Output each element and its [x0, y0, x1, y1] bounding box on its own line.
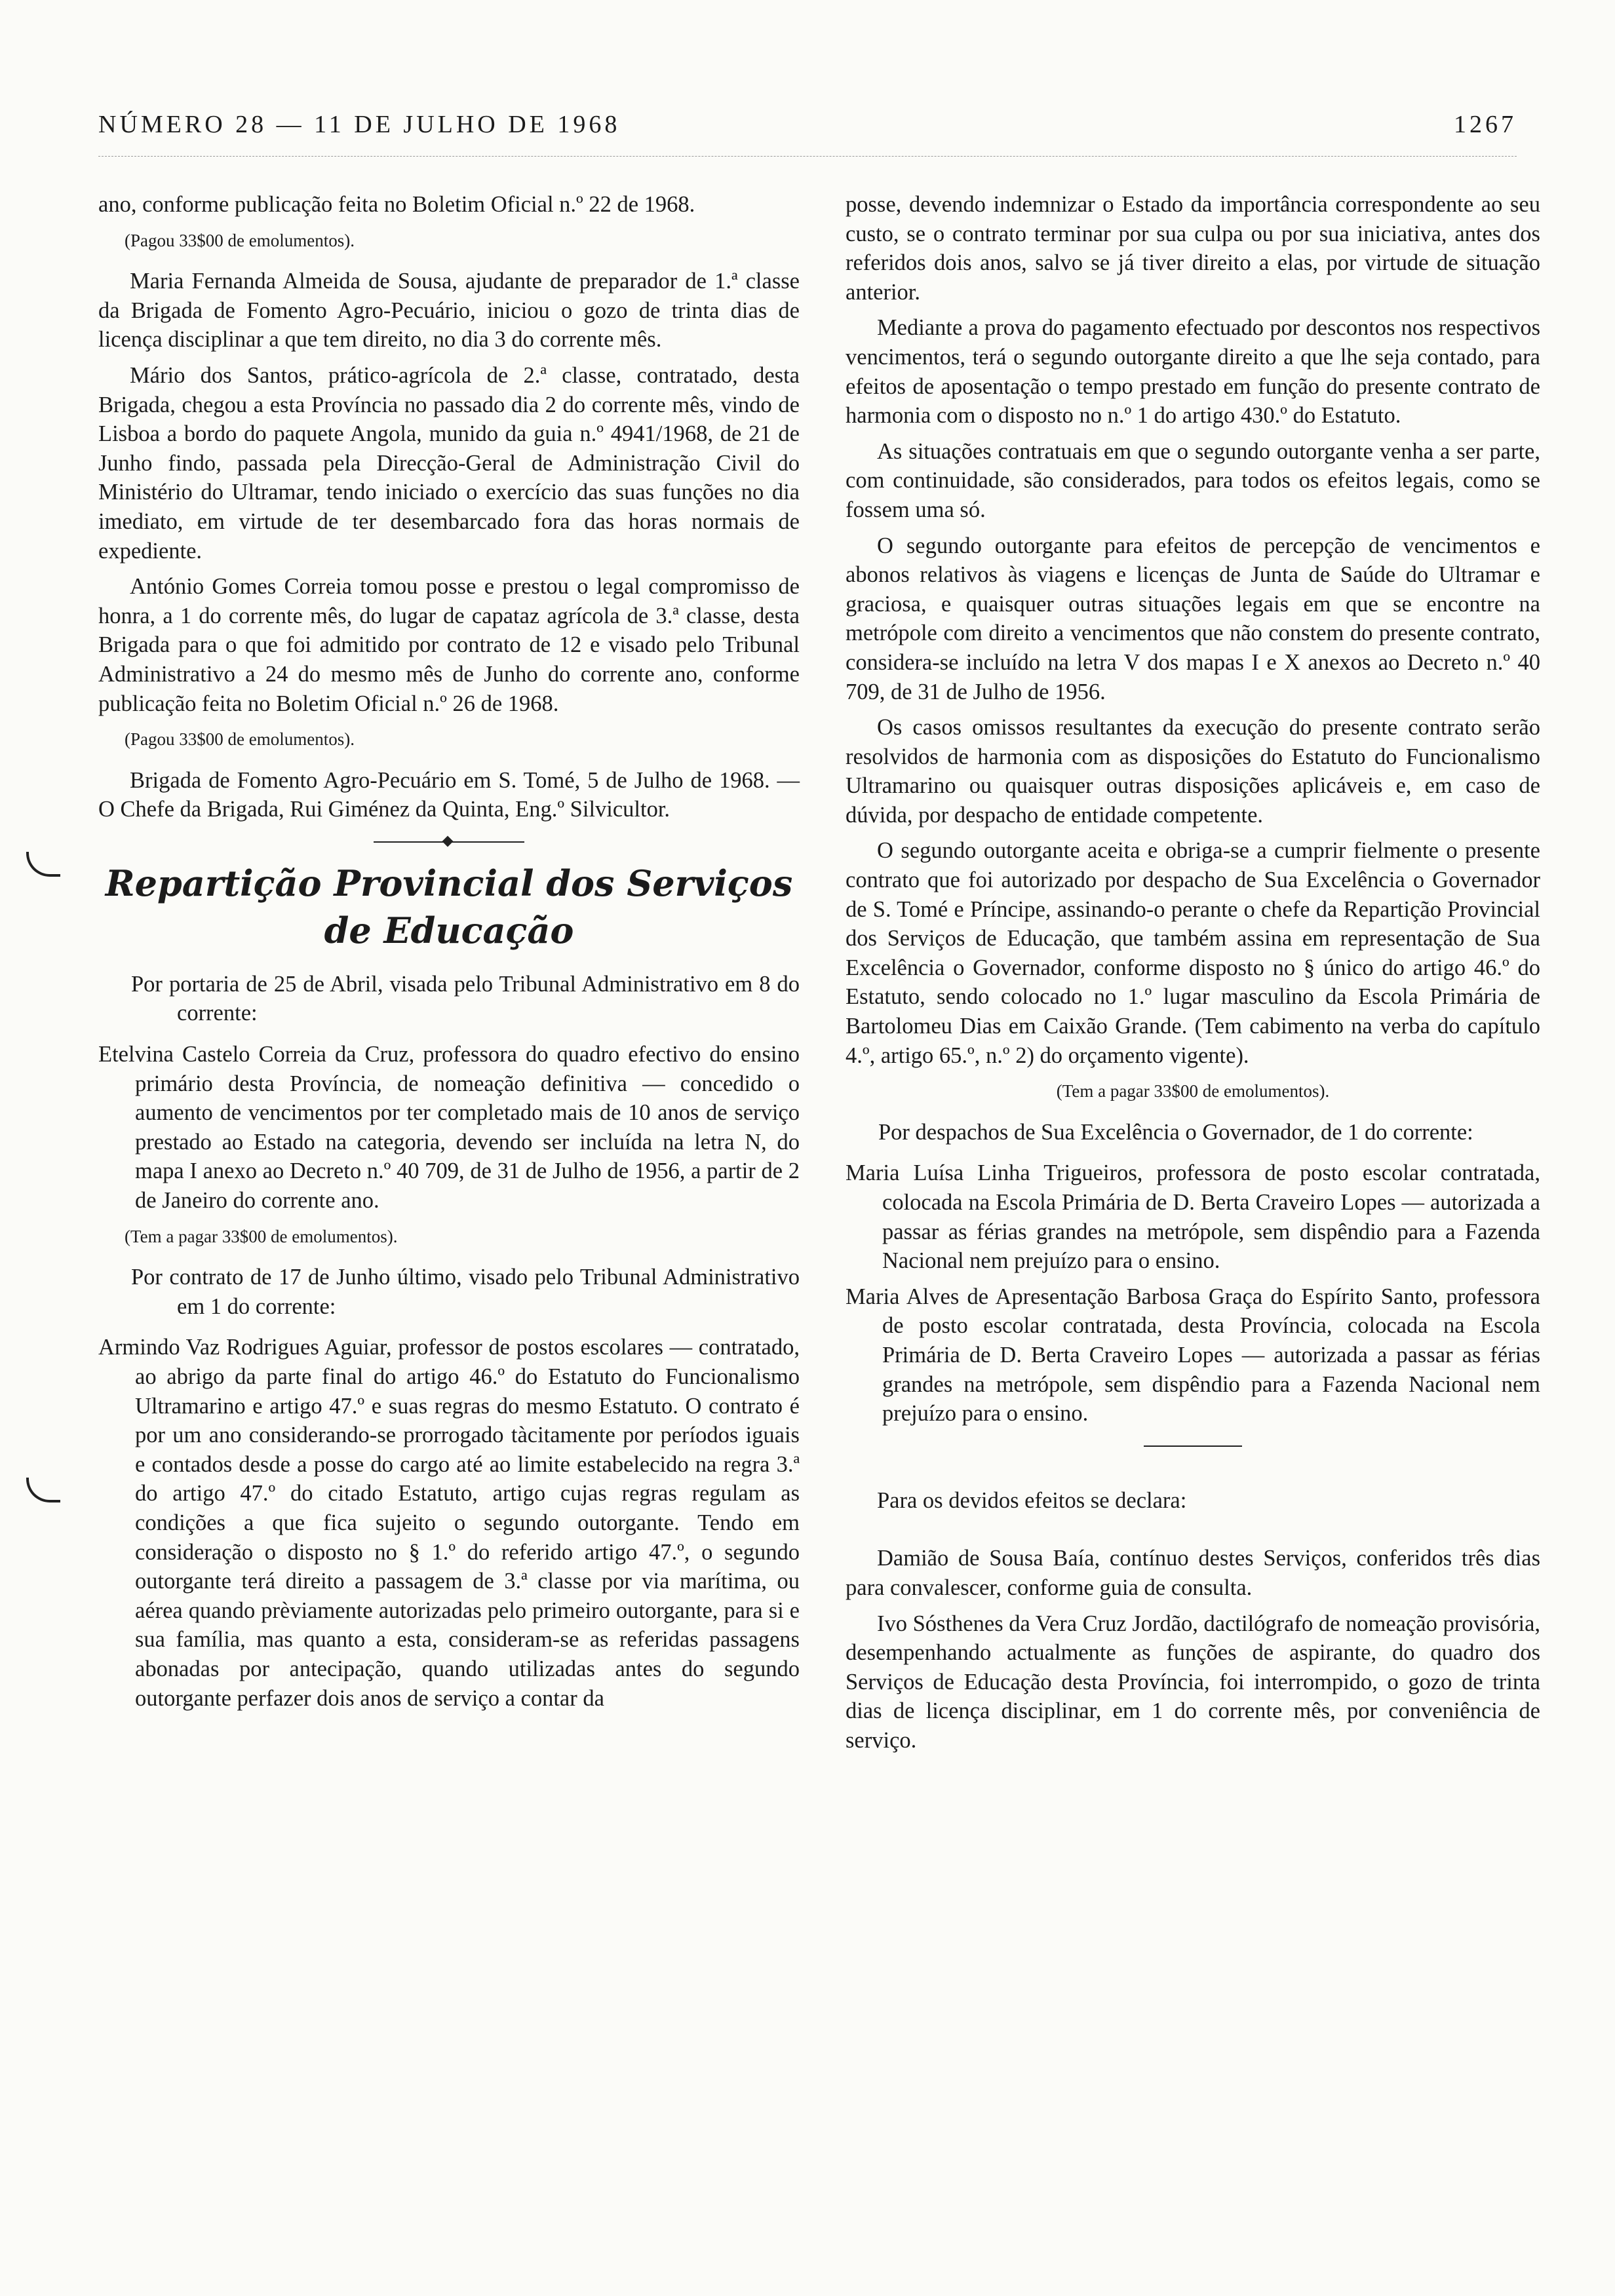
intro-line: Por despachos de Sua Excelência o Governador, de 1 do corrente:	[878, 1119, 1473, 1145]
fee-note: (Pagou 33$00 de emolumentos).	[125, 230, 355, 250]
paragraph: Damião de Sousa Baía, contínuo destes Serviços, conferidos três dias para convalescer, conforme guia de consulta.	[846, 1546, 1540, 1600]
entry: Armindo Vaz Rodrigues Aguiar, professor de postos escolares — contratado, ao abrigo da parte final do artigo 46.º do Estatuto do Funcionalismo Ultramarino e artigo 47.º e suas regras do mesmo Estatuto. O contrato é por um ano considerando-se prorrogado tàcitamente por períodos iguais e contados desde a posse do cargo até ao limite estabelecido na regra 3.ª do artigo 47.º do citado Estatuto, artigo cujas regras regulam as condições a que fica sujeito o segundo outorgante. Tendo em consideração o disposto no § 1.º do referido artigo 47.º, o segundo outorgante terá direito a passagem de 3.ª classe por via marítima, ou aérea quando prèviamente autorizadas pelo primeiro outorgante, para si e sua família, mas quanto a esta, consideram-se as referidas passagens abonadas por antecipação, quando utilizadas antes do segundo outorgante perfazer dois anos de serviço a contar da	[98, 1335, 800, 1711]
paragraph: Mário dos Santos, prático-agrícola de 2.ª classe, contratado, desta Brigada, chegou a esta Província no passado dia 2 do corrente mês, vindo de Lisboa a bordo do paquete Angola, munido da guia n.º 4941/1968, de 21 de Junho findo, passada pela Direcção-Geral de Administração Civil do Ministério do Ultramar, tendo iniciado o exercício das suas funções no dia imediato, em virtude de ter desembarcado fora das horas normais de expediente.	[98, 362, 800, 564]
issue-heading: NÚMERO 28 — 11 DE JULHO DE 1968	[98, 111, 621, 138]
section-separator	[374, 841, 524, 843]
fee-note: (Tem a pagar 33$00 de emolumentos).	[125, 1226, 398, 1246]
fee-note: (Tem a pagar 33$00 de emolumentos).	[1056, 1081, 1330, 1101]
binder-mark	[26, 1478, 60, 1502]
paragraph: Maria Fernanda Almeida de Sousa, ajudante de preparador de 1.ª classe da Brigada de Fomento Agro-Pecuário, iniciou o gozo de trinta dias de licença disciplinar a que tem direito, no dia 3 do corrente mês.	[98, 269, 800, 353]
entry: Maria Luísa Linha Trigueiros, professora de posto escolar contratada, colocada na Escola Primária de D. Berta Craveiro Lopes — autorizada a passar as férias grandes na metrópole, sem dispêndio para a Fazenda Nacional nem prejuízo para o ensino.	[846, 1160, 1540, 1274]
right-column	[846, 190, 1540, 1762]
section-title	[98, 860, 800, 954]
paragraph: Ivo Sósthenes da Vera Cruz Jordão, dactilógrafo de nomeação provisória, desempenhando actualmente as funções de aspirante, do quadro dos Serviços de Educação desta Província, foi interrompido, o gozo de trinta dias de licença disciplinar, em 1 do corrente mês, por conveniência de serviço.	[846, 1611, 1541, 1753]
paragraph: ano, conforme publicação feita no Boletim Oficial n.º 22 de 1968.	[98, 192, 695, 217]
paragraph: Os casos omissos resultantes da execução do presente contrato serão resolvidos de harmonia com as disposições do Estatuto do Funcionalismo Ultramarino ou quaisquer outras disposições aplicáveis e, em caso de dúvida, por despacho de entidade competente.	[846, 715, 1540, 828]
intro-line: Por contrato de 17 de Junho último, visado pelo Tribunal Administrativo em 1 do corrente:	[131, 1265, 800, 1319]
paragraph: Mediante a prova do pagamento efectuado por descontos nos respectivos vencimentos, terá o segundo outorgante direito a que lhe seja contado, para efeitos de aposentação o tempo prestado em função do presente contrato de harmonia com o disposto no n.º 1 do artigo 430.º do Estatuto.	[846, 315, 1540, 429]
separator	[1144, 1445, 1242, 1447]
declaration-heading: Para os devidos efeitos se declara:	[877, 1487, 1187, 1513]
intro-line: Por portaria de 25 de Abril, visada pelo Tribunal Administrativo em 8 do corrente:	[131, 971, 800, 1026]
paragraph: As situações contratuais em que o segundo outorgante venha a ser parte, com continuidade, são considerados, para todos os efeitos legais, como se fossem uma só.	[846, 438, 1540, 522]
paragraph: António Gomes Correia tomou posse e prestou o legal compromisso de honra, a 1 do corrente mês, do lugar de capataz agrícola de 3.ª classe, desta Brigada para o que foi admitido por contrato de 12 e visado pelo Tribunal Administrativo a 24 do mesmo mês de Junho do corrente ano, conforme publicação feita no Boletim Oficial n.º 26 de 1968.	[98, 574, 800, 716]
section-title-line: Repartição Provincial dos Serviços	[105, 862, 793, 904]
paragraph: O segundo outorgante aceita e obriga-se a cumprir fielmente o presente contrato que foi autorizado por despacho de Sua Excelência o Governador de S. Tomé e Príncipe, assinando-o perante o chefe da Repartição Provincial dos Serviços de Educação, que também assina em representação de Sua Excelência o Governador, conforme disposto no § único do artigo 46.º do Estatuto, sendo colocado no 1.º lugar masculino da Escola Primária de Bartolomeu Dias em Caixão Grande. (Tem cabimento na verba do capítulo 4.º, artigo 65.º, n.º 2) do orçamento vigente).	[846, 838, 1540, 1068]
fee-note: (Pagou 33$00 de emolumentos).	[125, 729, 355, 750]
section-title-line: de Educação	[324, 909, 574, 951]
page-header	[98, 110, 1517, 149]
binder-mark	[26, 852, 60, 877]
page-number: 1267	[1454, 111, 1517, 138]
paragraph: posse, devendo indemnizar o Estado da importância correspondente ao seu custo, se o contrato terminar por sua culpa ou por sua iniciativa, antes dos referidos dois anos, salvo se já tiver direito a elas, por virtude de situação anterior.	[846, 192, 1540, 305]
entry: Etelvina Castelo Correia da Cruz, professora do quadro efectivo do ensino primário desta Província, de nomeação definitiva — concedido o aumento de vencimentos por ter completado mais de 10 anos de serviço prestado ao Estado na categoria, devendo ser incluída na letra N, do mapa I anexo ao Decreto n.º 40 709, de 31 de Julho de 1956, a partir de 2 de Janeiro do corrente ano.	[98, 1042, 800, 1214]
paragraph: O segundo outorgante para efeitos de percepção de vencimentos e abonos relativos às viagens e licenças de Junta de Saúde do Ultramar e graciosa, e quaisquer outras situações legais em que se encontre na metrópole com direito a vencimentos que não constem do presente contrato, considera-se incluído na letra V dos mapas I e X anexos ao Decreto n.º 40 709, de 31 de Julho de 1956.	[846, 533, 1540, 704]
signature-paragraph: Brigada de Fomento Agro-Pecuário em S. Tomé, 5 de Julho de 1968. — O Chefe da Brigada, Rui Giménez da Quinta, Eng.º Silvicultor.	[98, 767, 800, 822]
left-column	[98, 190, 800, 1719]
entry: Maria Alves de Apresentação Barbosa Graça do Espírito Santo, professora de posto escolar contratada, desta Província, colocada na Escola Primária de D. Berta Craveiro Lopes — autorizada a passar as férias grandes na metrópole, sem dispêndio para a Fazenda Nacional nem prejuízo para o ensino.	[846, 1284, 1540, 1426]
header-rule	[98, 156, 1517, 157]
